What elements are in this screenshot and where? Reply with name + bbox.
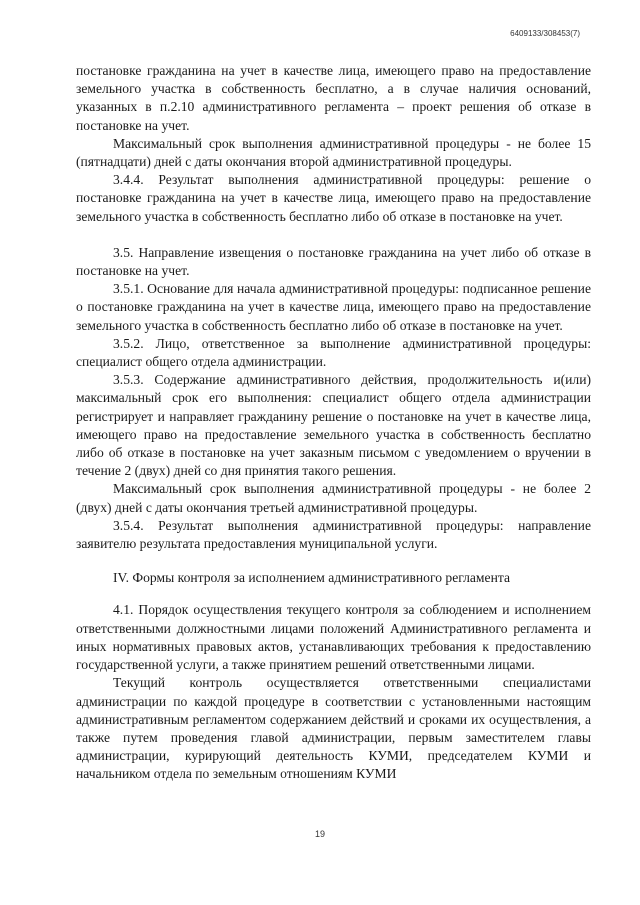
paragraph-3-5-3: 3.5.3. Содержание административного действия, продолжительность и(или) максимальный срок его выполнения: специалист общего отдела администрации регистрирует и направляет гражданину решение о постановке на учет в качестве лица, имеющего право на предоставление земельного участка в собственность бесплатно либо об отказе в постановке на учет заказным письмом с уведомлением о вручении в течение 2 (двух) дней со дня принятия такого решения. [76,372,591,479]
paragraph-3-4-4: 3.4.4. Результат выполнения административной процедуры: решение о постановке гражданина на учет в качестве лица, имеющего право на предоставление земельного участка в собственность бесплатно либо об отказе в постановке на учет. [76,172,591,224]
section-heading-iv: IV. Формы контроля за исполнением административного регламента [113,570,510,586]
paragraph-max-term-2: Максимальный срок выполнения административной процедуры - не более 15 (пятнадцати) дней с даты окончания второй административной процедуры. [76,135,591,170]
document-body [76,62,591,784]
paragraph-3-5-2: 3.5.2. Лицо, ответственное за выполнение административной процедуры: специалист общего отдела администрации. [76,335,591,370]
paragraph-4-1: 4.1. Порядок осуществления текущего контроля за соблюдением и исполнением ответственными должностными лицами положений Административного регламента и иных нормативных правовых актов, устанавливающих требования к предоставлению государственной услуги, а также принятием решений ответственными лицами. [76,602,591,673]
paragraph-current-control: Текущий контроль осуществляется ответственными специалистами администрации по каждой процедуре в соответствии с установленными настоящим административным регламентом содержанием действий и сроками их осуществления, а также путем проведения главой администрации, первым заместителем главы администрации, курирующий деятельность КУМИ, председателем КУМИ и начальником отдела по земельным отношениям КУМИ [76,675,591,782]
paragraph-3-5: 3.5. Направление извещения о постановке гражданина на учет либо об отказе в постановке на учет. [76,244,591,279]
document-code: 6409133/308453(7) [510,29,580,38]
paragraph-max-term-3: Максимальный срок выполнения административной процедуры - не более 2 (двух) дней с даты окончания третьей административной процедуры. [76,481,591,515]
paragraph-3-5-1: 3.5.1. Основание для начала административной процедуры: подписанное решение о постановке гражданина на учет в качестве лица, имеющего право на предоставление земельного участка в собственность бесплатно либо об отказе в постановке на учет. [76,281,591,333]
paragraph-3-5-4: 3.5.4. Результат выполнения административной процедуры: направление заявителю результата предоставления муниципальной услуги. [76,517,591,552]
page-number: 19 [314,829,325,839]
paragraph-continuation: постановке гражданина на учет в качестве лица, имеющего право на предоставление земельного участка в собственность бесплатно, а в случае наличия оснований, указанных в п.2.10 административного регламента – проект решения об отказе в постановке на учет. [76,63,591,133]
